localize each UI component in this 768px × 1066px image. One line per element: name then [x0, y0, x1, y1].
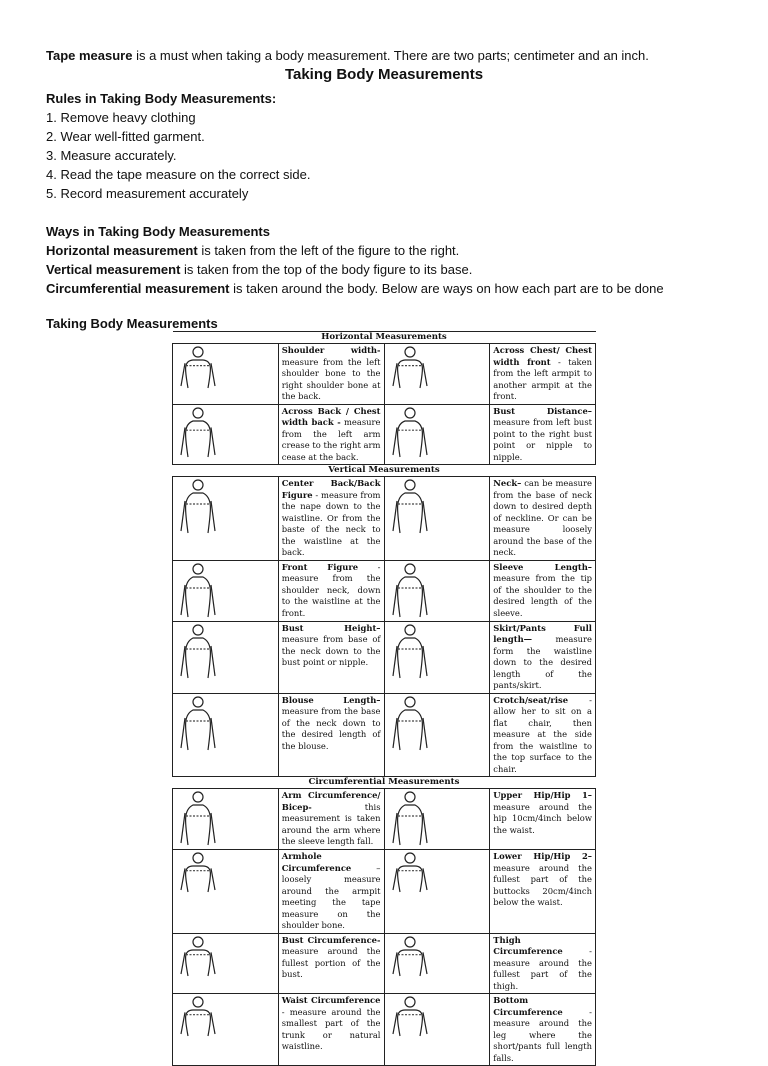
measurement-term: Upper Hip/Hip 1– [493, 790, 592, 800]
blouse-length-figure-icon [173, 693, 279, 777]
table-row [173, 994, 596, 1066]
measurement-description [490, 560, 596, 621]
measurement-description [490, 344, 596, 405]
bust-circumference-figure-icon [173, 933, 279, 994]
rule-item: 3. Measure accurately. [46, 148, 177, 163]
measurement-term: Crotch/seat/rise [493, 694, 569, 705]
measurement-text: - measure from the nape down to the waistline. Or from the baste of the neck to the waistline at the back. [281, 489, 381, 557]
measurement-text: measure from base of the neck down to the bust point or nipple. [281, 634, 381, 667]
bottom-circumference-figure-icon [384, 994, 490, 1066]
measurement-description [490, 850, 596, 934]
table-row [173, 621, 596, 693]
measurement-term: Across Chest/ Chest width front [493, 345, 592, 367]
measurement-term: Shoulder width- [281, 345, 381, 355]
measurement-text: measure from the left arm crease to the right arm cease at the back. [281, 417, 381, 462]
measurement-description [490, 994, 596, 1066]
rule-item: 5. Record measurement accurately [46, 186, 249, 201]
waist-circumference-figure-icon [173, 994, 279, 1066]
measurement-description [278, 933, 384, 994]
horizontal-text: is taken from the left of the figure to the right. [197, 243, 460, 258]
measurement-text: - taken from the left armpit to another armpit at the front. [493, 356, 592, 401]
section-header [173, 777, 596, 789]
measurement-term: Front Figure [281, 561, 359, 572]
intro-term: Tape measure [46, 48, 133, 63]
bust-distance-figure-icon [384, 404, 490, 465]
measurement-text: - measure around the fullest part of the thigh. [493, 946, 592, 991]
measurement-term: Center Back/Back Figure [281, 478, 381, 500]
bust-height-figure-icon [173, 621, 279, 693]
crotch-rise-figure-icon [384, 693, 490, 777]
measurement-term: Blouse Length– [281, 694, 381, 705]
measurement-term: Bust Distance– [493, 405, 592, 416]
measurement-description [278, 621, 384, 693]
table-row [173, 789, 596, 850]
upper-hip-figure-icon [384, 789, 490, 850]
measurement-term: Thigh Circumference [493, 934, 563, 956]
measurement-term: Bust Height– [281, 622, 381, 633]
measurement-term: Bust Circumference- [281, 934, 381, 945]
front-figure-icon [173, 560, 279, 621]
shoulder-width-figure-icon [173, 344, 279, 405]
measurements-table [172, 331, 596, 1066]
neck-figure-icon [384, 477, 490, 561]
measurement-text: measure form the waistline down to the desired length of the pants/skirt. [493, 634, 592, 690]
arm-circumference-figure-icon [173, 789, 279, 850]
table-row [173, 344, 596, 405]
measurement-term: Sleeve Length– [493, 561, 592, 572]
measurement-term: Bottom Circumference [493, 995, 563, 1017]
thigh-circumference-figure-icon [384, 933, 490, 994]
measurement-description [278, 477, 384, 561]
measurement-text: this measurement is taken around the arm where the sleeve length fall. [281, 801, 381, 846]
skirt-pants-length-figure-icon [384, 621, 490, 693]
rule-item: 4. Read the tape measure on the correct side. [46, 167, 311, 182]
measurement-description [278, 344, 384, 405]
lower-hip-figure-icon [384, 850, 490, 934]
measurement-text: measure around the fullest portion of the bust. [281, 946, 381, 979]
intro-paragraph [46, 46, 736, 65]
measurement-description [490, 933, 596, 994]
across-back-figure-icon [173, 404, 279, 465]
table-row [173, 404, 596, 465]
center-back-figure-icon [173, 477, 279, 561]
measurement-term: Arm Circumference/ Bicep- [281, 790, 381, 812]
sleeve-length-figure-icon [384, 560, 490, 621]
rule-item: 2. Wear well-fitted garment. [46, 129, 205, 144]
measurement-description [278, 850, 384, 934]
measurement-description [490, 404, 596, 465]
rules-heading: Rules in Taking Body Measurements: [46, 91, 277, 106]
measurement-description [278, 693, 384, 777]
measurement-term: Skirt/Pants Full length— [493, 622, 592, 644]
measurement-description [490, 477, 596, 561]
section-header [173, 465, 596, 477]
measurement-text: measure around the fullest part of the buttocks 20cm/4inch below the waist. [493, 862, 592, 907]
section-title: Horizontal Measurements [173, 332, 596, 344]
vertical-term: Vertical measurement [46, 262, 181, 277]
measurement-description [278, 404, 384, 465]
measurement-text: - measure from the shoulder neck, down to the waistline at the front. [281, 561, 381, 618]
armhole-circumference-figure-icon [173, 850, 279, 934]
measurement-term: Armhole Circumference [281, 851, 352, 873]
measurement-description [278, 994, 384, 1066]
table-row [173, 933, 596, 994]
table-row [173, 560, 596, 621]
ways-heading: Ways in Taking Body Measurements [46, 224, 270, 239]
measurement-text: can be measure from the base of neck down to desired depth of neckline. Or can be measure loosely around the base of the neck. [493, 478, 592, 557]
intro-text: is a must when taking a body measurement. There are two parts; centimeter and an inch. [132, 48, 649, 63]
measurement-description [490, 621, 596, 693]
measurement-description [490, 693, 596, 777]
across-chest-figure-icon [384, 344, 490, 405]
measurement-text: measure around the hip 10cm/4inch below the waist. [493, 801, 592, 835]
measurement-text: - allow her to sit on a flat chair, then measure at the side from the waistline to the top surface to the chair. [493, 694, 592, 774]
rules-section [46, 89, 746, 203]
measurement-description [278, 560, 384, 621]
measurement-term: Neck– [493, 478, 522, 488]
table-caption: Taking Body Measurements [46, 316, 218, 331]
horizontal-term: Horizontal measurement [46, 243, 198, 258]
measurement-text: measure from left bust point to the right bust point or nipple to nipple. [493, 417, 592, 462]
measurement-description [490, 789, 596, 850]
measurement-term: Waist Circumference [281, 995, 381, 1005]
rule-item: 1. Remove heavy clothing [46, 110, 196, 125]
measurement-text: - measure around the leg where the short/pants full length falls. [493, 1006, 592, 1063]
measurement-text: measure from the base of the neck down to the desired length of the blouse. [281, 706, 381, 751]
measurement-description [278, 789, 384, 850]
measurement-text: – loosely measure around the armpit meeting the tape measure on the shoulder bone. [281, 862, 381, 930]
table-row [173, 693, 596, 777]
page-title: Taking Body Measurements [284, 66, 484, 83]
measurement-text: measure from the left shoulder bone to the right shoulder bone at the back. [281, 356, 381, 401]
section-title: Vertical Measurements [173, 465, 596, 477]
measurement-text: measure from the tip of the shoulder to the desired length of the sleeve. [493, 573, 592, 618]
vertical-text: is taken from the top of the body figure to its base. [180, 262, 473, 277]
table-row [173, 850, 596, 934]
measurement-term: Across Back / Chest width back - [281, 405, 381, 427]
measurement-term: Lower Hip/Hip 2– [493, 851, 592, 861]
circumferential-term: Circumferential measurement [46, 281, 230, 296]
measurement-text: - measure around the smallest part of the trunk or natural waistline. [281, 1006, 381, 1051]
section-header [173, 332, 596, 344]
section-title: Circumferential Measurements [173, 777, 596, 789]
circumferential-text: is taken around the body. Below are ways on how each part are to be done [229, 281, 664, 296]
ways-section [46, 222, 746, 298]
table-row [173, 477, 596, 561]
